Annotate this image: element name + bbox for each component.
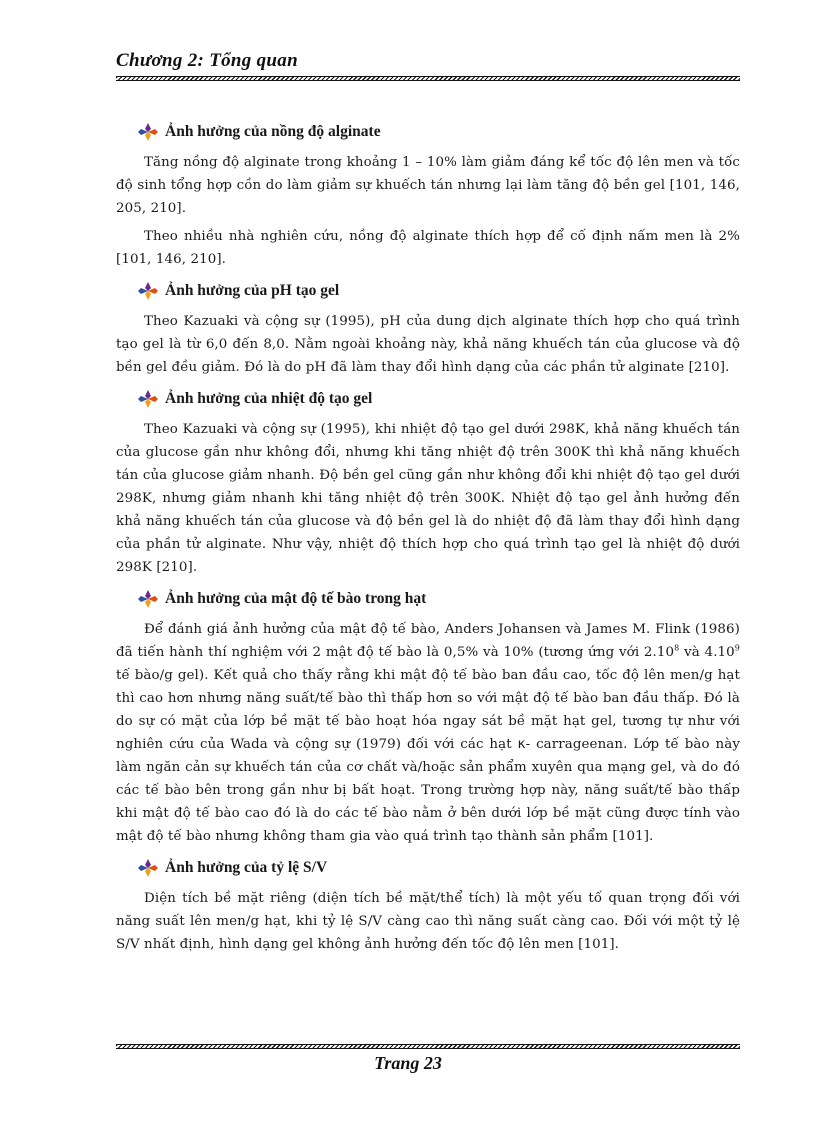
footer-rule (116, 1044, 740, 1049)
plus-diamond-icon (138, 590, 158, 608)
paragraph: Theo Kazuaki và cộng sự (1995), pH của dung dịch alginate thích hợp cho quá trình tạo gel là từ 6,0 đến 8,0. Nằm ngoài khoảng này, khả năng khuếch tán của glucose và độ bền gel đều giảm. Đó là do pH đã làm thay đổi hình dạng của các phần tử alginate [210]. (116, 314, 740, 375)
page-number: Trang 23 (374, 1053, 442, 1073)
header-rule (116, 76, 740, 81)
section-heading (116, 586, 740, 612)
paragraph-text: Để đánh giá ảnh hưởng của mật độ tế bào, Anders Johansen và James M. Flink (1986) đã tiến hành thí nghiệm với 2 mật độ tế bào là 0,5% và 10% (tương ứng với 2.10 (116, 622, 740, 660)
exponent: 9 (734, 643, 740, 653)
section-heading (116, 119, 740, 145)
section-heading-text: Ảnh hưởng của tỷ lệ S/V (165, 859, 328, 876)
plus-diamond-icon (138, 123, 158, 141)
paragraph-text: tế bào/g gel). Kết quả cho thấy rằng khi mật độ tế bào ban đầu cao, tốc độ lên men/g hạt thì cao hơn nhưng năng suất/tế bào thì thấp hơn so với mật độ tế bào ban đầu thấp. Đó là do sự có mặt của lớp bề mặt tế bào hoạt hóa ngay sát bề mặt hạt gel, tương tự như với nghiên cứu của Wada và cộng sự (1979) đối với các hạt (116, 668, 740, 752)
paragraph-text: - carrageenan. Lớp tế bào này làm ngăn cản sự khuếch tán của cơ chất và/hoặc sản phẩm xuyên qua mạng gel, và do đó các tế bào bên trong gần như bị bất hoạt. Trong trường hợp này, năng suất/tế bào thấp khi mật độ tế bào cao đó là do các tế bào nằm ở bên dưới lớp bề mặt cũng được tính vào mật độ tế bào nhưng không tham gia vào quá trình tạo thành sản phẩm [101]. (116, 737, 740, 844)
section-heading (116, 278, 740, 304)
paragraph (116, 618, 740, 848)
paragraph-text: và 4.10 (679, 645, 735, 660)
section-heading-text: Ảnh hưởng của nhiệt độ tạo gel (165, 390, 373, 407)
paragraph: Theo nhiều nhà nghiên cứu, nồng độ alginate thích hợp để cố định nấm men là 2% [101, 146, 210]. (116, 229, 740, 267)
section-heading-text: Ảnh hưởng của nồng độ alginate (165, 123, 381, 140)
paragraph: Diện tích bề mặt riêng (diện tích bề mặt/thể tích) là một yếu tố quan trọng đối với năng suất lên men/g hạt, khi tỷ lệ S/V càng cao thì năng suất càng cao. Đối với một tỷ lệ S/V nhất định, hình dạng gel không ảnh hưởng đến tốc độ lên men [101]. (116, 891, 740, 952)
plus-diamond-icon (138, 390, 158, 408)
page-content (116, 112, 740, 961)
section-heading-text: Ảnh hưởng của mật độ tế bào trong hạt (165, 590, 427, 607)
section-heading (116, 855, 740, 881)
exponent: 8 (674, 643, 680, 653)
chapter-header: Chương 2: Tổng quan (116, 50, 298, 71)
kappa-symbol: κ (517, 737, 526, 752)
paragraph: Theo Kazuaki và cộng sự (1995), khi nhiệt độ tạo gel dưới 298K, khả năng khuếch tán của glucose gần như không đổi, nhưng khi tăng nhiệt độ trên 300K thì khả năng khuếch tán của glucose giảm nhanh. Độ bền gel cũng gần như không đổi khi nhiệt độ tạo gel dưới 298K, nhưng giảm nhanh khi tăng nhiệt độ trên 300K. Nhiệt độ tạo gel ảnh hưởng đến khả năng khuếch tán của glucose và độ bền gel là do nhiệt độ đã làm thay đổi hình dạng của phần tử alginate. Như vậy, nhiệt độ thích hợp cho quá trình tạo gel là nhiệt độ dưới 298K [210]. (116, 422, 740, 575)
paragraph: Tăng nồng độ alginate trong khoảng 1 – 10% làm giảm đáng kể tốc độ lên men và tốc độ sinh tổng hợp cồn do làm giảm sự khuếch tán nhưng lại làm tăng độ bền gel [101, 146, 205, 210]. (116, 155, 740, 216)
plus-diamond-icon (138, 859, 158, 877)
plus-diamond-icon (138, 282, 158, 300)
section-heading-text: Ảnh hưởng của pH tạo gel (165, 282, 340, 299)
section-heading (116, 386, 740, 412)
